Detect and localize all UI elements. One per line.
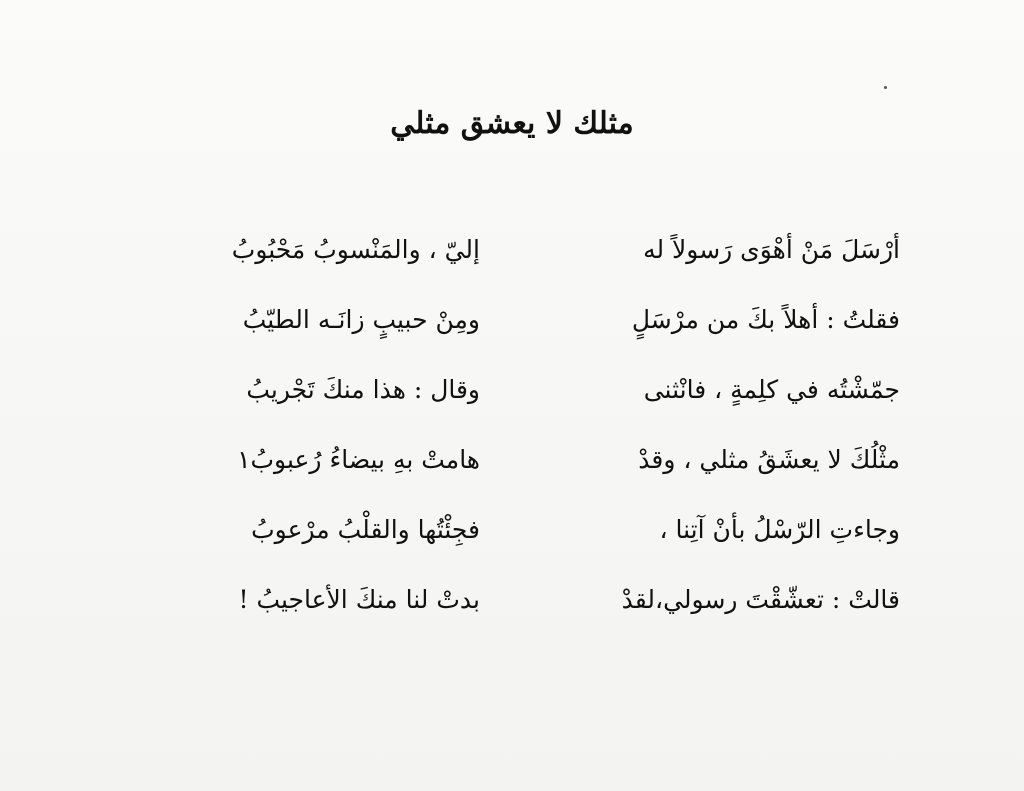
poem-title: مثلك لا يعشق مثلي <box>390 106 634 141</box>
verse-second-hemistich: بدتْ لنا منكَ الأعاجيبُ ! <box>238 585 480 614</box>
verse-line <box>110 425 900 495</box>
verse-second-hemistich: إليّ ، والمَنْسوبُ مَحْبُوبُ <box>231 235 480 264</box>
verse-first-hemistich: جمّشْتُه في كلِمةٍ ، فانْثنى <box>643 375 900 404</box>
verse-first-hemistich: وجاءتِ الرّسْلُ بأنْ آتِنا ، <box>659 515 900 544</box>
verse-first-hemistich: قالتْ : تعشّقْتَ رسولي،لقدْ <box>621 585 900 614</box>
verse-line <box>110 565 900 635</box>
verse-line <box>110 285 900 355</box>
verse-line <box>110 215 900 285</box>
verse-first-hemistich: أرْسَلَ مَنْ أهْوَى رَسولاً له <box>643 235 900 264</box>
verse-first-hemistich: مثْلُكَ لا يعشَقُ مثلي ، وقدْ <box>638 445 900 474</box>
verse-line <box>110 495 900 565</box>
verse-second-hemistich: وقال : هذا منكَ تَجْريبُ <box>246 375 480 404</box>
verse-line <box>110 355 900 425</box>
paper-speck <box>884 86 887 89</box>
verse-second-hemistich: ومِنْ حبيبٍ زانَـه الطيّبُ <box>242 305 480 334</box>
poem-body <box>110 215 900 635</box>
verse-first-hemistich: فقلتُ : أهلاً بكَ من مرْسَلٍ <box>631 305 900 334</box>
verse-second-hemistich: هامتْ بهِ بيضاءُ رُعبوبُ١ <box>237 445 480 474</box>
verse-second-hemistich: فجِئْتُها والقلْبُ مرْعوبُ <box>251 515 480 544</box>
